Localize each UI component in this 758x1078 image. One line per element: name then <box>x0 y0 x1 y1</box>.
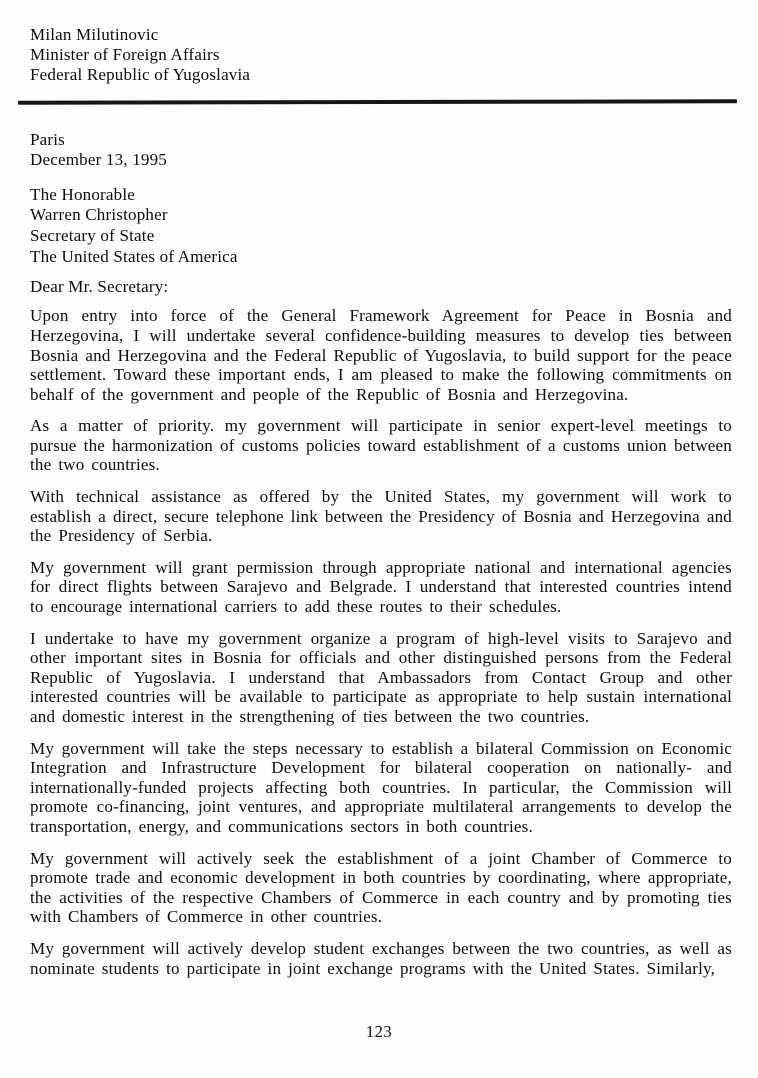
sender-organization: Federal Republic of Yugoslavia <box>30 65 251 84</box>
recipient-name: Warren Christopher <box>30 205 168 225</box>
sender-name: Milan Milutinovic <box>30 25 159 44</box>
recipient-honorific: The Honorable <box>30 184 136 204</box>
page-number: 123 <box>365 1022 393 1041</box>
body-paragraph-1: Upon entry into force of the General Framework Agreement for Peace in Bosnia and Herzegovina, I will undertake several confidence-building measures to develop ties between Bosnia and Herzegovina and the Federal Republic of Yugoslavia, to build support for the peace settlement. Toward these important ends, I am pleased to make the following commitments on behalf of the government and people of the Republic of Bosnia and Herzegovina. <box>30 306 732 404</box>
sender-title: Minister of Foreign Affairs <box>30 45 220 64</box>
body-paragraph-7: My government will actively seek the establishment of a joint Chamber of Commerce to promote trade and economic development in both countries by coordinating, where appropriate, the activities of the respective Chambers of Commerce in each country and by promoting ties with Chambers of Commerce in other countries. <box>30 848 732 927</box>
recipient-block <box>30 185 730 268</box>
sender-block <box>30 25 730 85</box>
divider-rule <box>18 99 737 104</box>
body-paragraph-3: With technical assistance as offered by the United States, my government will work to establish a direct, secure telephone link between the Presidency of Bosnia and Herzegovina and the Presidency of Serbia. <box>30 487 732 546</box>
body-paragraph-2: As a matter of priority. my government will participate in senior expert-level meetings to pursue the harmonization of customs policies toward establishment of a customs union between the two countries. <box>30 416 732 475</box>
body-paragraph-8: My government will actively develop student exchanges between the two countries, as well as nominate students to participate in joint exchange programs with the United States. Similarly, <box>30 938 732 978</box>
body-paragraph-5: I undertake to have my government organize a program of high-level visits to Sarajevo and other important sites in Bosnia for officials and other distinguished persons from the Federal Republic of Yugoslavia. I understand that Ambassadors from Contact Group and other interested countries will be available to participate as appropriate to help sustain international and domestic interest in the strengthening of ties between the two countries. <box>30 628 732 726</box>
body-paragraph-4: My government will grant permission through appropriate national and international agencies for direct flights between Sarajevo and Belgrade. I understand that interested countries intend to encourage international carriers to add these routes to their schedules. <box>30 557 732 617</box>
recipient-title: Secretary of State <box>30 225 155 245</box>
recipient-country: The United States of America <box>30 246 238 266</box>
dateline-date: December 13, 1995 <box>30 149 167 169</box>
dateline-block <box>30 130 730 170</box>
salutation: Dear Mr. Secretary: <box>30 277 169 297</box>
dateline-place: Paris <box>30 129 65 149</box>
body-paragraph-6: My government will take the steps necessary to establish a bilateral Commission on Economic Integration and Infrastructure Development for bilateral cooperation on nationally- and internationally-funded projects affecting both countries. In particular, the Commission will promote co-financing, joint ventures, and appropriate multilateral arrangements to develop the transportation, energy, and communications sectors in both countries. <box>30 738 732 836</box>
letter-body <box>30 306 732 978</box>
